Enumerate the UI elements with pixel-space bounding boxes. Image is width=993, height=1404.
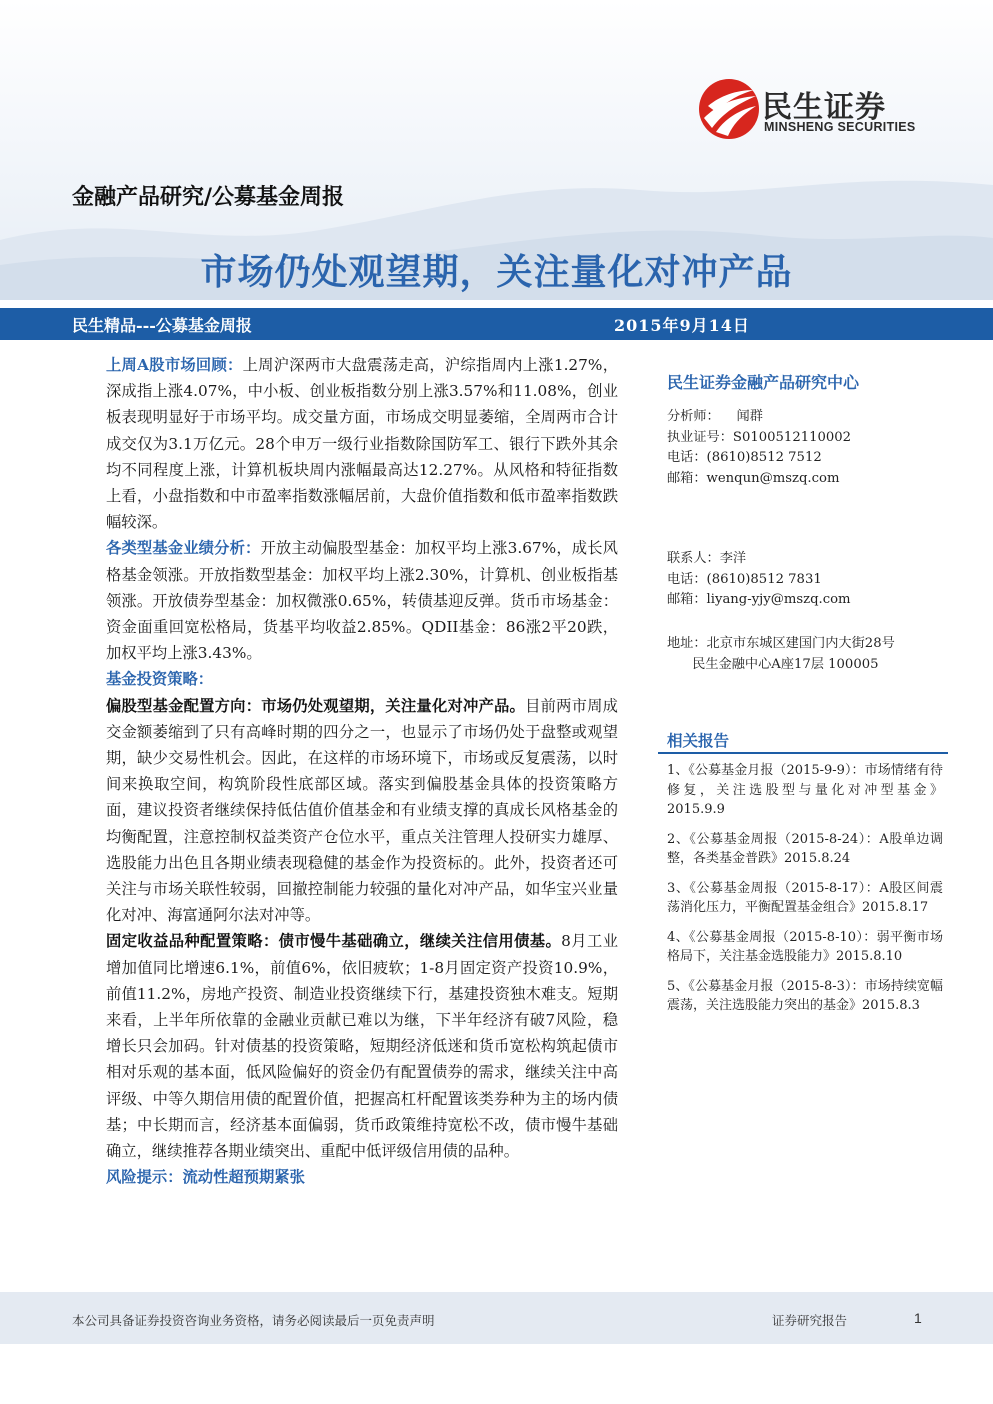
footer-report-type: 证券研究报告 xyxy=(772,1313,848,1328)
fixed-income-paragraph xyxy=(106,928,618,1164)
fixed-income-heading: 固定收益品种配置策略：债市慢牛基础确立，继续关注信用债基。 xyxy=(106,932,562,951)
market-review-paragraph xyxy=(106,352,618,535)
address-line-2: 民生金融中心A座17层 100005 xyxy=(667,656,879,672)
related-report-item[interactable]: 3、《公募基金周报（2015-8-17）：A股区间震荡消化压力，平衡配置基金组合》2015.8.17 xyxy=(667,880,943,915)
strategy-label: 基金投资策略： xyxy=(106,670,214,689)
report-date: 2015年9月14日 xyxy=(614,316,750,335)
logo-name-cn: 民生证券 xyxy=(762,90,886,125)
logo-swoosh-icon xyxy=(698,78,760,140)
equity-strategy-text: 目前两市周成交金额萎缩到了只有高峰时期的四分之一，也显示了市场仍处于盘整或观望期，缺少交易性机会。因此，在这样的市场环境下，市场或反复震荡，以时间来换取空间，构筑阶段性底部区域。落实到偏股基金具体的投资策略方面，建议投资者继续保持低估值价值基金和有业绩支撑的真成长风格基金的均衡配置，注意控制权益类资产仓位水平，重点关注管理人投研实力雄厚、选股能力出色且各期业绩表现稳健的基金作为投资标的。此外，投资者还可关注与市场关联性较弱，回撤控制能力较强的量化对冲产品，如华宝兴业量化对冲、海富通阿尔法对冲等。 xyxy=(106,696,618,925)
related-report-item[interactable]: 2、《公募基金周报（2015-8-24）：A股单边调整，各类基金普跌》2015.8.24 xyxy=(667,831,943,866)
equity-strategy-heading: 偏股型基金配置方向：市场仍处观望期，关注量化对冲产品。 xyxy=(106,696,526,715)
contact-phone: 电话：(8610)8512 7831 xyxy=(667,571,822,587)
report-body xyxy=(106,352,618,1191)
logo-name-en: MINSHENG SECURITIES xyxy=(764,120,916,134)
related-report-item[interactable]: 1、《公募基金月报（2015-9-9）：市场情绪有待修复，关注选股型与量化对冲型基金》2015.9.9 xyxy=(667,763,943,817)
related-reports-list xyxy=(667,761,943,1026)
risk-warning-paragraph xyxy=(106,1164,618,1190)
market-review-text: 上周沪深两市大盘震荡走高，沪综指周内上涨1.27%，深成指上涨4.07%，中小板、创业板指数分别上涨3.57%和11.08%，创业板表现明显好于市场平均。成交量方面，市场成交明显萎缩，全周两市合计成交仅为3.1万亿元。28个申万一级行业指数除国防军工、银行下跌外其余均不同程度上涨，计算机板块周内涨幅最高达12.27%。从风格和特征指数上看，小盘指数和中市盈率指数涨幅居前，大盘价值指数和低市盈率指数跌幅较深。 xyxy=(106,356,618,532)
related-reports-title: 相关报告 xyxy=(667,731,730,750)
title-band xyxy=(0,308,993,340)
series-name: 民生精品---公募基金周报 xyxy=(72,316,252,335)
fund-performance-text: 开放主动偏股型基金：加权平均上涨3.67%，成长风格基金领涨。开放指数型基金：加权平均上涨2.30%，计算机、创业板指基领涨。开放债券型基金：加权微涨0.65%，转债基迎反弹。货币市场基金：资金面重回宽松格局，货基平均收益2.85%。QDII基金：86涨2平20跌，加权平均上涨3.43%。 xyxy=(106,539,618,663)
research-center-name: 民生证券金融产品研究中心 xyxy=(667,373,860,392)
fund-performance-label: 各类型基金业绩分析： xyxy=(106,539,261,558)
sidebar-spacer xyxy=(667,489,943,549)
analyst-sidebar xyxy=(667,370,943,675)
analyst-phone: 电话：(8610)8512 7512 xyxy=(667,450,822,465)
risk-warning: 风险提示：流动性超预期紧张 xyxy=(106,1168,305,1187)
market-review-label: 上周A股市场回顾： xyxy=(106,356,243,374)
fund-performance-paragraph xyxy=(106,535,618,666)
strategy-heading xyxy=(106,666,618,692)
company-logo xyxy=(698,78,928,148)
footer-disclaimer: 本公司具备证券投资咨询业务资格，请务必阅读最后一页免责声明 xyxy=(72,1313,435,1328)
contact-email[interactable]: 邮箱：liyang-yjy@mszq.com xyxy=(667,592,851,607)
analyst-email[interactable]: 邮箱：wenqun@mszq.com xyxy=(667,470,840,486)
related-reports-divider xyxy=(658,752,948,754)
related-report-item[interactable]: 5、《公募基金月报（2015-8-3）：市场持续宽幅震荡，关注选股能力突出的基金》2015.8.3 xyxy=(667,978,943,1013)
analyst-license: 执业证号：S0100512110002 xyxy=(667,429,852,445)
page-number: 1 xyxy=(914,1310,922,1326)
equity-strategy-paragraph xyxy=(106,693,618,929)
analyst-name: 分析师： 闻群 xyxy=(667,409,763,424)
fixed-income-text: 8月工业增加值同比增速6.1%，前值6%，依旧疲软；1-8月固定资产投资10.9%，前值11.2%，房地产投资、制造业投资继续下行，基建投资独木难支。短期来看，上半年所依靠的金融业贡献已难以为继，下半年经济有破7风险，稳增长只会加码。针对债基的投资策略，短期经济低迷和货币宽松构筑起债市相对乐观的基本面，低风险偏好的资金仍有配置债券的需求，继续关注中高评级、中等久期信用债的配置价值，把握高杠杆配置该类券种为主的场内债基；中长期而言，经济基本面偏弱，货币政策维持宽松不改，债市慢牛基础确立，继续推荐各期业绩突出、重配中低评级信用债的品种。 xyxy=(106,932,618,1161)
related-report-item[interactable]: 4、《公募基金周报（2015-8-10）：弱平衡市场格局下，关注基金选股能力》2015.8.10 xyxy=(667,929,943,964)
sidebar-spacer xyxy=(667,611,943,633)
report-category: 金融产品研究/公募基金周报 xyxy=(72,184,345,210)
address-line-1: 地址：北京市东城区建国门内大街28号 xyxy=(667,635,895,651)
report-title: 市场仍处观望期，关注量化对冲产品 xyxy=(200,251,793,293)
contact-name: 联系人：李洋 xyxy=(667,551,747,566)
